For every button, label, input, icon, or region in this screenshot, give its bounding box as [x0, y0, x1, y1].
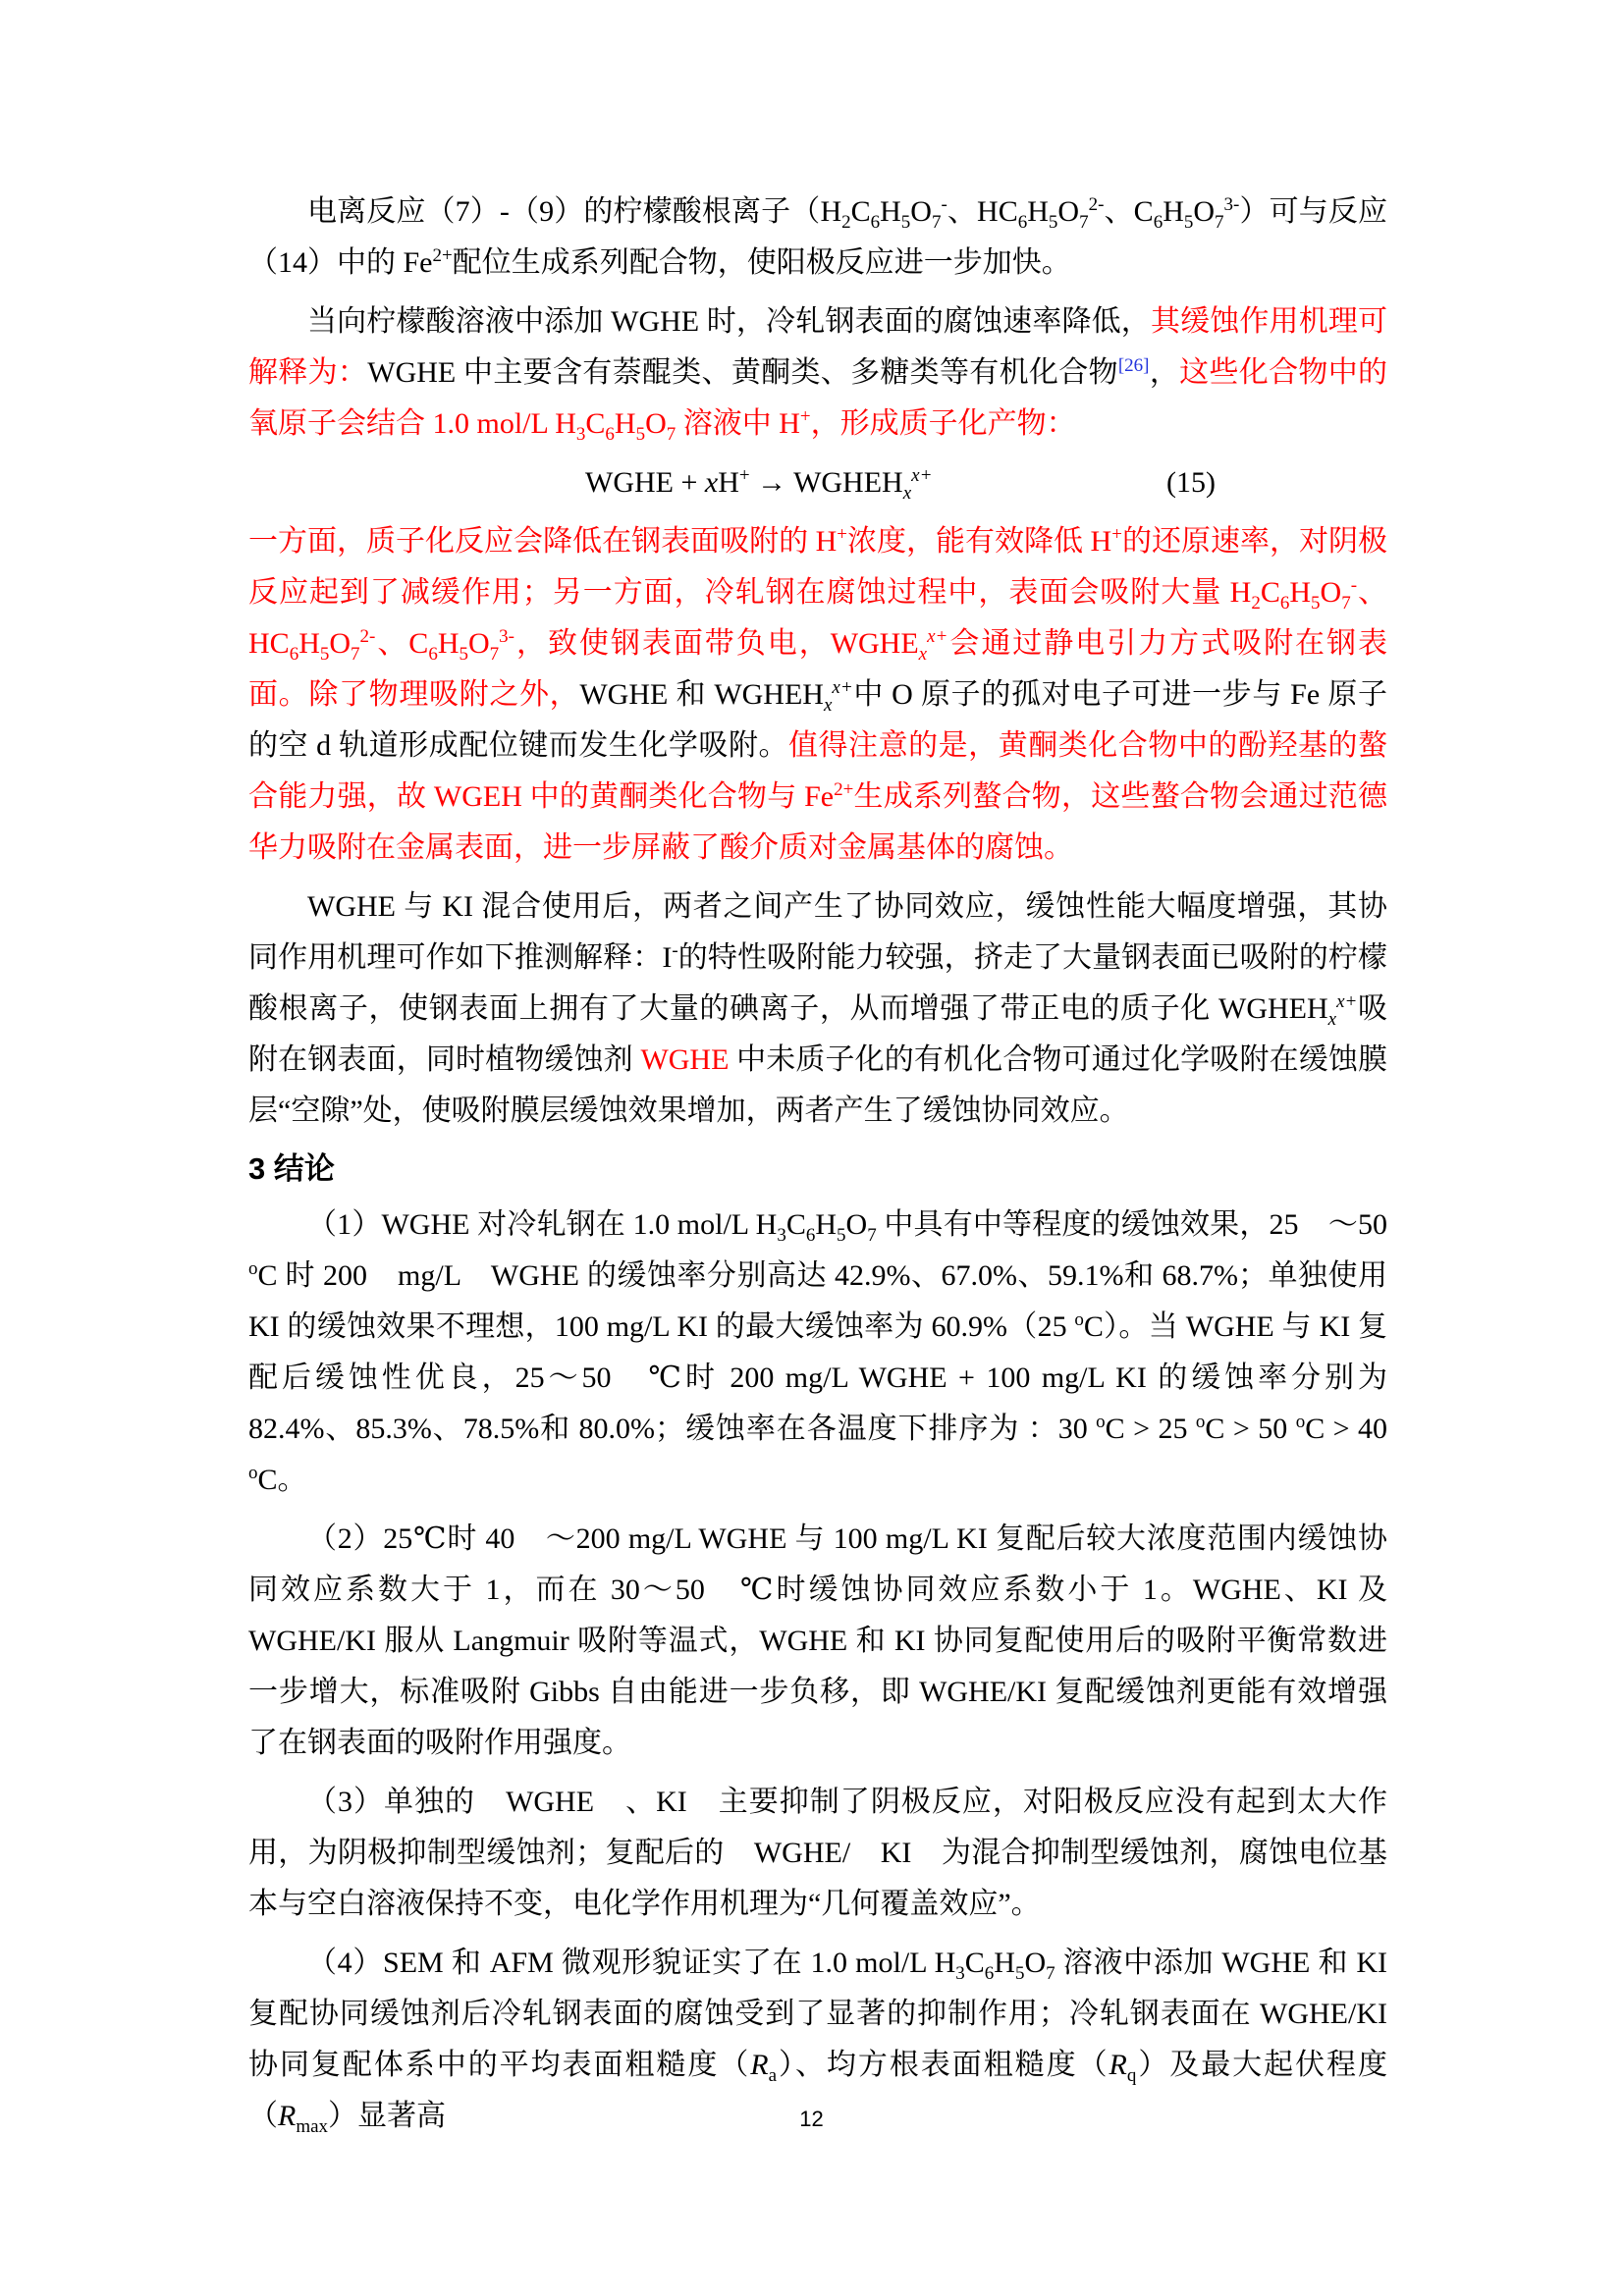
equation-15 — [248, 457, 1387, 508]
paragraph-synergy: WGHE 与 KI 混合使用后，两者之间产生了协同效应，缓蚀性能大幅度增强，其协同作用机理可作如下推测解释：I-的特性吸附能力较强，挤走了大量钢表面已吸附的柠檬酸根离子，使钢表面上拥有了大量的碘离子，从而增强了带正电的质子化 $WGHEH_x^{x+}$吸附在钢表面，同时植物缓蚀剂 WGHE 中未质子化的有机化合物可通过化学吸附在缓蚀膜层“空隙”处，使吸附膜层缓蚀效果增加，两者产生了缓蚀协同效应。 — [248, 890, 1388, 1127]
conclusion-item-4: （4）SEM 和 AFM 微观形貌证实了在 1.0 mol/L $H_3C_6H_5O_7$ 溶液中添加 WGHE 和 KI 复配协同缓蚀剂后冷轧钢表面的腐蚀受到了显著的抑制作用；冷轧钢表面在 WGHE/KI 协同复配体系中的平均表面粗糙度$(R_a)$、均方根表面粗糙度$(R_q)$及最大起伏程度$(R_{max})$显著高 — [248, 1947, 1388, 2137]
conclusion-item-1: （1）WGHE 对冷轧钢在 1.0 mol/L $H_3C_6H_5O_7$ 中具有中等程度的缓蚀效果，25 ～50 $^o$C 时 200 mg/L WGHE 的缓蚀率分别高达 42.9%、67.0%、59.1%和 68.7%；单独使用 KI 的缓蚀效果不理想，100 mg/L KI 的最大缓蚀率为 60.9%（25 $^o$C）。当 WGHE 与 KI 复配后缓蚀性优良，25～50 ℃时 200 mg/L WGHE + 100 mg/L KI 的缓蚀率分别为 82.4%、85.3%、78.5%和 80.0%；缓蚀率在各温度下排序为 ：30 $^o$C > 25 $^o$C > 50 $^o$C > 40 $^o$C。 — [248, 1208, 1388, 1496]
paragraph-wghe-mechanism: 当向柠檬酸溶液中添加 WGHE 时，冷轧钢表面的腐蚀速率降低，其缓蚀作用机理可解释为：WGHE 中主要含有萘醌类、黄酮类、多糖类等有机化合物[26]，这些化合物中的氧原子会结合 1.0 mol/L $H_3C_6H_5O_7$ 溶液中 H+，形成质子化产物： — [248, 305, 1388, 445]
citation-26[interactable]: [26] — [1117, 355, 1150, 376]
conclusion-item-3: （3）单独的 WGHE 、KI 主要抑制了阴极反应，对阳极反应没有起到太大作用，为阴极抑制型缓蚀剂；复配后的 WGHE/ KI 为混合抑制型缓蚀剂，腐蚀电位基本与空白溶液保持不变，电化学作用机理为“几何覆盖效应”。 — [248, 1786, 1387, 1920]
paragraph-protonation-effects: 一方面，质子化反应会降低在钢表面吸附的 H+浓度，能有效降低 H+的还原速率，对阴极反应起到了减缓作用；另一方面，冷轧钢在腐蚀过程中，表面会吸附大量 $H_2C_6H_5O_7^-$、$HC_6H_5O_7^{2-}$、$C_6H_5O_7^{3-}$，致使钢表面带负电，$WGHE_x^{x+}$会通过静电引力方式吸附在钢表面。除了物理吸附之外，WGHE 和 $WGHEH_x^{x+}$中 O 原子的孤对电子可进一步与 Fe 原子的空 d 轨道形成配位键而发生化学吸附。值得注意的是，黄酮类化合物中的酚羟基的螯合能力强，故 WGEH 中的黄酮类化合物与 $Fe^{2+}$生成系列螯合物，这些螯合物会通过范德华力吸附在金属表面，进一步屏蔽了酸介质对金属基体的腐蚀。 — [248, 524, 1388, 864]
section-heading-conclusion: 3 结论 — [248, 1151, 335, 1186]
page-number: 12 — [799, 2107, 824, 2131]
conclusion-item-2: （2）25℃时 40 ～200 mg/L WGHE 与 100 mg/L KI 复配后较大浓度范围内缓蚀协同效应系数大于 1，而在 30～50 ℃时缓蚀协同效应系数小于 1。WGHE、KI 及 WGHE/KI 服从 Langmuir 吸附等温式，WGHE 和 KI 协同复配使用后的吸附平衡常数进一步增大，标准吸附 Gibbs 自由能进一步负移，即 WGHE/KI 复配缓蚀剂更能有效增强了在钢表面的吸附作用强度。 — [248, 1522, 1387, 1759]
equation-body: WGHE + $xH^+ \to WGHEH_x^{x+}$ — [585, 465, 933, 504]
paragraph-ionization: 电离反应（7）-（9）的柠檬酸根离子（$H_2C_6H_5O_7^-$、$HC_6H_5O_7^{2-}$、$C_6H_5O_7^{3-}$）可与反应（14）中的 $Fe^{2+}$配位生成系列配合物，使阳极反应进一步加快。 — [248, 194, 1388, 279]
page-body — [248, 187, 1387, 2150]
equation-number: (15) — [1166, 466, 1216, 499]
